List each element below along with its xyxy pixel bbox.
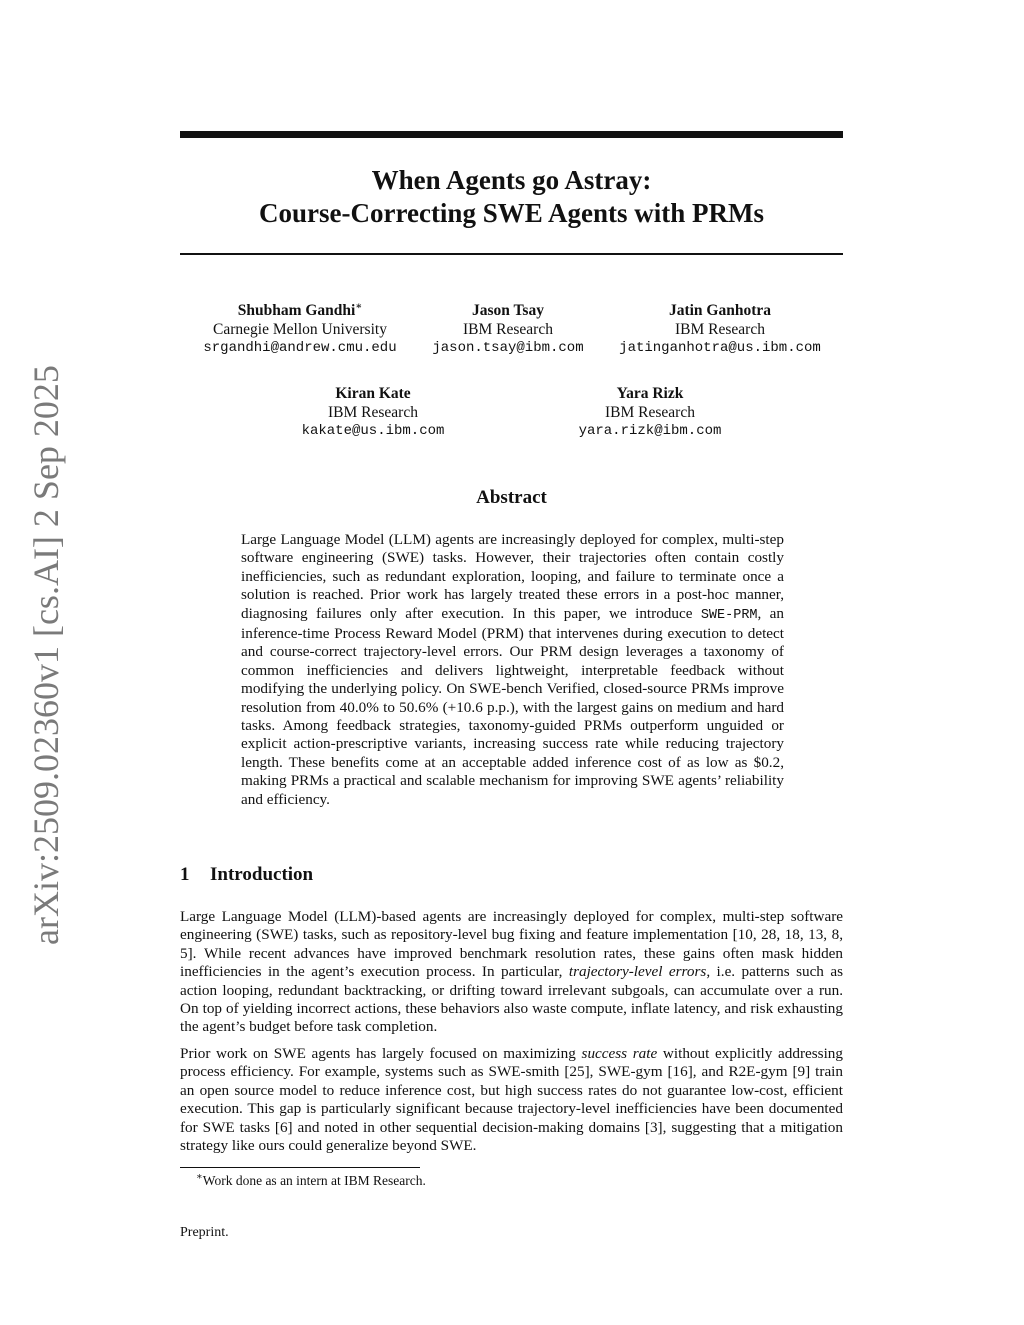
author-name: Jatin Ganhotra — [668, 302, 772, 319]
abstract-heading: Abstract — [476, 487, 547, 508]
paper-title — [180, 164, 843, 230]
title-top-rule — [180, 131, 843, 138]
abstract-body: Large Language Model (LLM) agents are increasingly deployed for complex, multi-step software engineering (SWE) tasks. However, their trajectories often contain costly inefficiencies, such as redundant exploration, looping, and failure to terminate once a solution is reached. Prior work has largely treated these errors in a post-hoc manner, diagnosing failures only after execution. In this paper, we introduce SWE-PRM, an inference-time Process Reward Model (PRM) that intervenes during execution to detect and course-correct trajectory-level errors. Our PRM design leverages a taxonomy of common inefficiencies and delivers lightweight, interpretable feedback without modifying the underlying policy. On SWE-bench Verified, closed-source PRMs improve resolution from 40.0% to 50.6% (+10.6 p.p.), with the largest gains on medium and hard tasks. Among feedback strategies, taxonomy-guided PRMs outperform unguided or explicit action-prescriptive variants, increasing success rate while reducing trajectory length. These benefits come at an acceptable added inference cost of as low as $0.2, making PRMs a practical and scalable mechanism for improving SWE agents’ reliability and efficiency. — [241, 531, 785, 808]
footnote-marker: ∗ — [196, 1171, 203, 1183]
section-heading-introduction — [180, 864, 313, 886]
swe-prm-code: SWE-PRM — [700, 607, 758, 623]
author-affiliation: IBM Research — [328, 404, 418, 421]
emphasis-text: trajectory-level errors — [568, 963, 707, 981]
intro-paragraph-1: Large Language Model (LLM)-based agents are increasingly deployed for complex, multi-step software engineering (SWE) tasks, such as repository-level bug fixing and feature implementation [10, 28, 18, 13, 8, 5]. While recent advances have improved benchmark resolution rates, these gains often mask hidden inefficiencies in the agent’s execution process. In particular, trajectory-level errors, i.e. patterns such as action looping, redundant backtracking, or drifting toward irrelevant subgoals, can accumulate over a run. On top of yielding incorrect actions, these behaviors also waste compute, inflate latency, and risk exhausting the agent’s budget before task completion. — [180, 908, 843, 1036]
author-email[interactable]: kakate@us.ibm.com — [301, 423, 445, 439]
footnote-rule — [180, 1167, 420, 1168]
author-block-gandhi — [180, 301, 420, 358]
preprint-label: Preprint. — [180, 1225, 229, 1240]
author-affiliation: Carnegie Mellon University — [213, 321, 387, 338]
section-title: Introduction — [210, 864, 314, 885]
author-affiliation: IBM Research — [675, 321, 765, 338]
footnote-text: Work done as an intern at IBM Research. — [202, 1173, 426, 1188]
arxiv-identifier: arXiv:2509.02360v1 [cs.AI] 2 Sep 2025 — [26, 365, 66, 945]
title-line-2: Course-Correcting SWE Agents with PRMs — [259, 198, 764, 228]
intro-paragraph-2: Prior work on SWE agents has largely focused on maximizing success rate without explicitly addressing process efficiency. For example, systems such as SWE-smith [25], SWE-gym [16], and R2E-gym [9] train an open source model to reduce inference cost, but high success rates do not guarantee low-cost, efficient execution. This gap is particularly significant because trajectory-level inefficiencies have been documented for SWE tasks [6] and noted in other sequential decision-making domains [3], suggesting that a mitigation strategy like ours could generalize beyond SWE. — [180, 1045, 843, 1155]
title-line-1: When Agents go Astray: — [371, 165, 652, 195]
author-block-tsay — [418, 301, 598, 358]
author-name: Jason Tsay — [472, 302, 544, 319]
author-block-kate — [283, 384, 463, 441]
author-name: Kiran Kate — [335, 385, 411, 402]
author-block-rizk — [560, 384, 740, 441]
emphasis-text: success rate — [581, 1045, 658, 1062]
author-affiliation: IBM Research — [463, 321, 553, 338]
author-email[interactable]: jatinganhotra@us.ibm.com — [619, 340, 821, 356]
author-email[interactable]: jason.tsay@ibm.com — [432, 340, 584, 356]
author-name: Yara Rizk — [616, 385, 684, 402]
author-name: Shubham Gandhi — [237, 302, 356, 319]
author-affiliation: IBM Research — [605, 404, 695, 421]
author-email[interactable]: yara.rizk@ibm.com — [578, 423, 722, 439]
author-email[interactable]: srgandhi@andrew.cmu.edu — [203, 340, 397, 356]
author-block-ganhotra — [610, 301, 830, 358]
title-bottom-rule — [180, 253, 843, 255]
author-footnote-marker: ∗ — [355, 300, 363, 312]
section-number: 1 — [180, 864, 190, 885]
footnote — [196, 1173, 426, 1189]
